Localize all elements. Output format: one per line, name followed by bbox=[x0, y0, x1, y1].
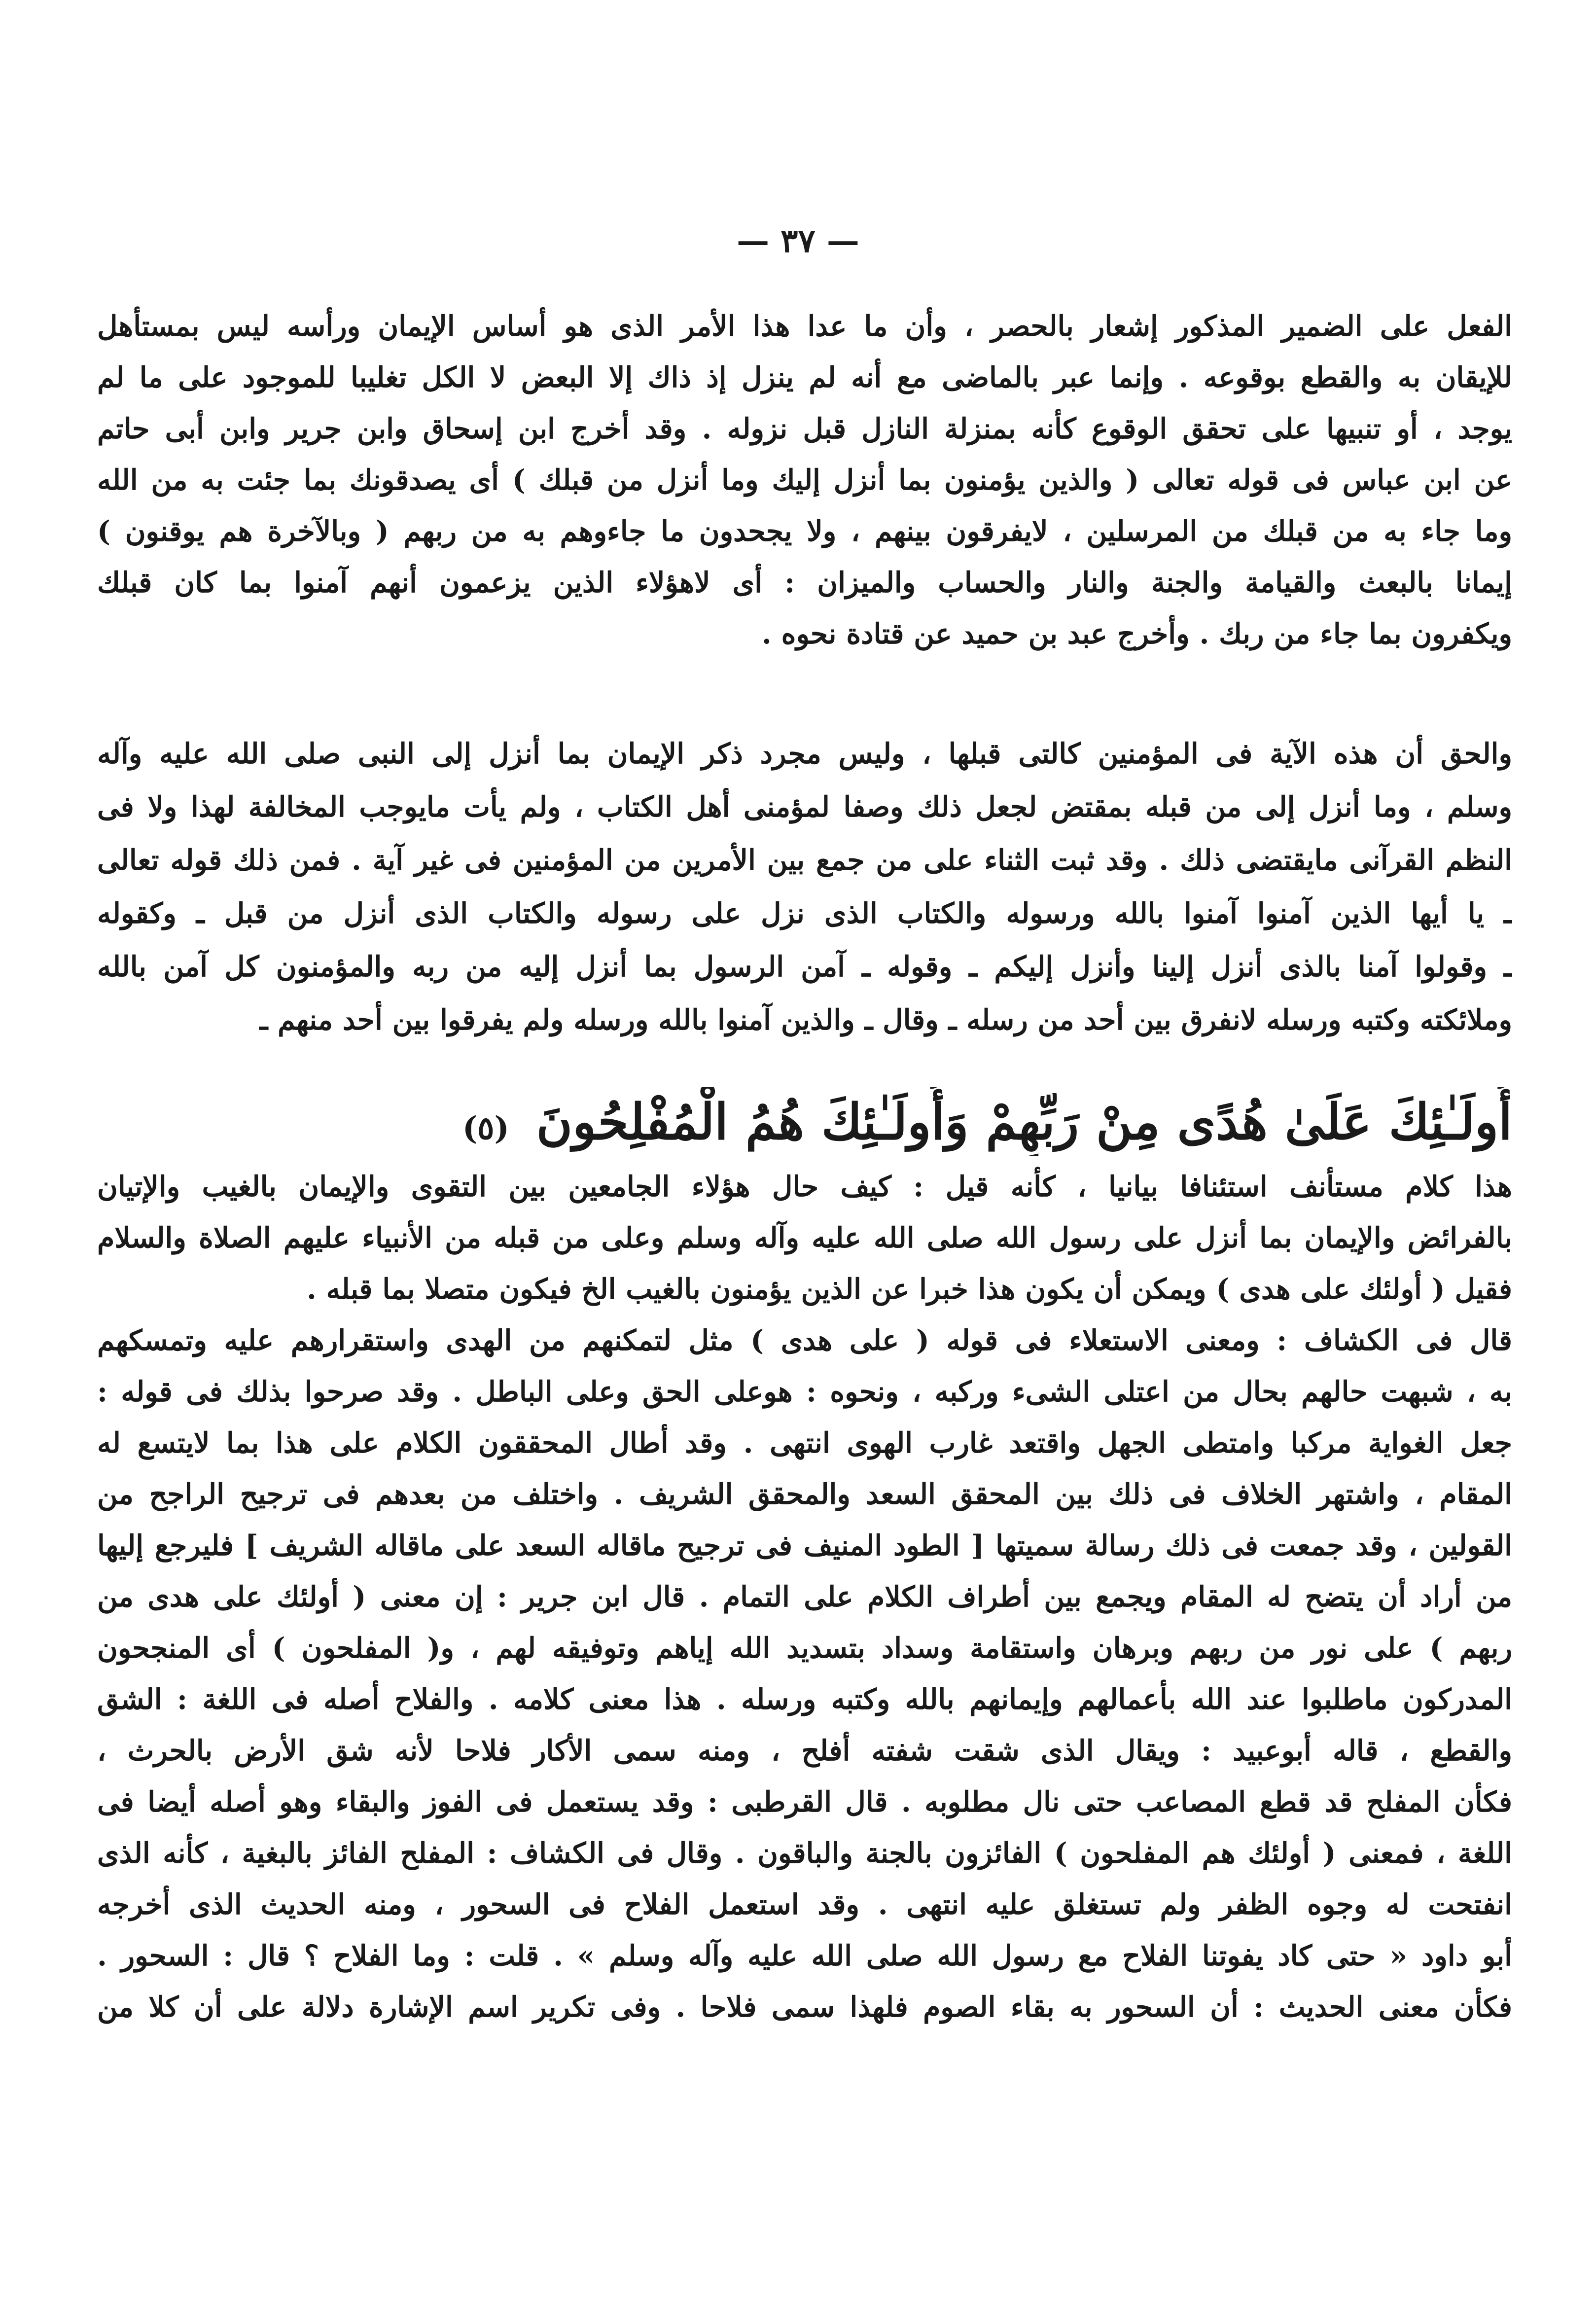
page-number: — ٣٧ — bbox=[737, 221, 859, 260]
text-line: وما جاء به من قبلك من المرسلين ، لايفرقون بينهم ، ولا يجحدون ما جاءوهم به من ربهم ( وبالآخرة هم يوقنون ) bbox=[97, 515, 1512, 548]
text-line: فقيل ( أولئك على هدى ) ويمكن أن يكون هذا خبرا عن الذين يؤمنون بالغيب الخ فيكون متصلا بما قبله . bbox=[306, 1273, 1512, 1306]
text-line: إيمانا بالبعث والقيامة والجنة والنار والحساب والميزان : أى لاهؤلاء الذين يزعمون أنهم آمنوا بما كان قبلك bbox=[97, 566, 1512, 599]
text-line: انفتحت له وجوه الظفر ولم تستغلق عليه انتهى . وقد استعمل الفلاح فى السحور ، ومنه الحديث الذى أخرجه bbox=[97, 1888, 1512, 1921]
text-line: جعل الغواية مركبا وامتطى الجهل واقتعد غارب الهوى انتهى . وقد أطال المحققون الكلام على هذا بما لايتسع له bbox=[97, 1426, 1512, 1459]
text-line: عن ابن عباس فى قوله تعالى ( والذين يؤمنون بما أنزل إليك وما أنزل من قبلك ) أى يصدقونك بما جئت به من الله bbox=[97, 463, 1512, 497]
verse-text: أُولَـٰئِكَ عَلَىٰ هُدًى مِنْ رَبِّهِمْ وَأُولَـٰئِكَ هُمُ الْمُفْلِحُونَ bbox=[536, 1093, 1512, 1151]
text-line: النظم القرآنى مايقتضى ذلك . وقد ثبت الثناء على من جمع بين الأمرين من المؤمنين فى غير آية . فمن ذلك قوله تعالى bbox=[97, 844, 1512, 877]
text-line: للإيقان به والقطع بوقوعه . وإنما عبر بالماضى مع أنه لم ينزل إذ ذاك إلا البعض لا الكل تغليبا للموجود على ما لم bbox=[97, 361, 1512, 394]
text-line: ويكفرون بما جاء من ربك . وأخرج عبد بن حميد عن قتادة نحوه . bbox=[761, 617, 1512, 650]
text-line: وسلم ، وما أنزل إلى من قبله بمقتض لجعل ذلك وصفا لمؤمنى أهل الكتاب ، ولم يأت مايوجب المخالفة لهذا ولا فى bbox=[97, 790, 1512, 823]
text-line: به ، شبهت حالهم بحال من اعتلى الشىء وركبه ، ونحوه : هوعلى الحق وعلى الباطل . وقد صرحوا بذلك فى قوله : bbox=[97, 1375, 1512, 1408]
text-line: ـ وقولوا آمنا بالذى أنزل إلينا وأنزل إليكم ـ وقوله ـ آمن الرسول بما أنزل إليه من ربه والمؤمنون كل آمن بالله bbox=[97, 950, 1512, 983]
text-line: من أراد أن يتضح له المقام ويجمع بين أطراف الكلام على التمام . قال ابن جرير : إن معنى ( أولئك على هدى من bbox=[97, 1580, 1512, 1613]
verse-number: (٥) bbox=[462, 1110, 509, 1147]
text-line: وملائكته وكتبه ورسله لانفرق بين أحد من رسله ـ وقال ـ والذين آمنوا بالله ورسله ولم يفرقوا بين أحد منهم ـ bbox=[259, 1003, 1512, 1036]
quran-verse bbox=[97, 1087, 1512, 1156]
text-line: الفعل على الضمير المذكور إشعار بالحصر ، وأن ما عدا هذا الأمر الذى هو أساس الإيمان ورأسه ليس بمستأهل bbox=[97, 310, 1512, 343]
commentary bbox=[97, 1161, 1512, 2033]
text-line: فكأن معنى الحديث : أن السحور به بقاء الصوم فلهذا سمى فلاحا . وفى تكرير اسم الإشارة دلالة على أن كلا من bbox=[97, 1991, 1512, 2024]
text-line: بالفرائض والإيمان بما أنزل على رسول الله صلى الله عليه وآله وسلم وعلى من قبله من الأنبياء عليهم الصلاة والسلام bbox=[97, 1221, 1512, 1254]
text-line: فكأن المفلح قد قطع المصاعب حتى نال مطلوبه . قال القرطبى : وقد يستعمل فى الفوز والبقاء وهو أصله أيضا فى bbox=[97, 1785, 1512, 1818]
text-line: أبو داود « حتى كاد يفوتنا الفلاح مع رسول الله صلى الله عليه وآله وسلم » . قلت : وما الفلاح ؟ قال : السحور . bbox=[97, 1939, 1512, 1972]
text-line: هذا كلام مستأنف استئنافا بيانيا ، كأنه قيل : كيف حال هؤلاء الجامعين بين التقوى والإيمان بالغيب والإتيان bbox=[97, 1170, 1512, 1203]
text-line: اللغة ، فمعنى ( أولئك هم المفلحون ) الفائزون بالجنة والباقون . وقال فى الكشاف : المفلح الفائز بالبغية ، كأنه الذى bbox=[97, 1837, 1512, 1870]
text-line: المدركون ماطلبوا عند الله بأعمالهم وإيمانهم بالله وكتبه ورسله . هذا معنى كلامه . والفلاح أصله فى اللغة : الشق bbox=[97, 1683, 1512, 1716]
text-line: يوجد ، أو تنبيها على تحقق الوقوع كأنه بمنزلة النازل قبل نزوله . وقد أخرج ابن إسحاق وابن جرير وابن أبى حاتم bbox=[97, 412, 1512, 445]
text-line: القولين ، وقد جمعت فى ذلك رسالة سميتها [ الطود المنيف فى ترجيح ماقاله السعد على ماقاله الشريف ] فليرجع إليها bbox=[97, 1529, 1512, 1562]
paragraph-1 bbox=[97, 301, 1512, 660]
text-line: ـ يا أيها الذين آمنوا آمنوا بالله ورسوله والكتاب الذى نزل على رسوله والكتاب الذى أنزل من قبل ـ وكقوله bbox=[97, 897, 1512, 930]
text-line: ربهم ) على نور من ربهم وبرهان واستقامة وسداد بتسديد الله إياهم وتوفيقه لهم ، و( المفلحون ) أى المنجحون bbox=[97, 1632, 1512, 1665]
paragraph-2 bbox=[97, 727, 1512, 1047]
text-line: والقطع ، قاله أبوعبيد : ويقال الذى شقت شفته أفلح ، ومنه سمى الأكار فلاحا لأنه شق الأرض بالحرث ، bbox=[97, 1734, 1512, 1767]
text-line: والحق أن هذه الآية فى المؤمنين كالتى قبلها ، وليس مجرد ذكر الإيمان بما أنزل إلى النبى صلى الله عليه وآله bbox=[97, 737, 1512, 770]
text-line: المقام ، واشتهر الخلاف فى ذلك بين المحقق السعد والمحقق الشريف . واختلف من بعدهم فى ترجيح الراجح من bbox=[97, 1478, 1512, 1511]
text-line: قال فى الكشاف : ومعنى الاستعلاء فى قوله ( على هدى ) مثل لتمكنهم من الهدى واستقرارهم عليه وتمسكهم bbox=[97, 1324, 1512, 1357]
